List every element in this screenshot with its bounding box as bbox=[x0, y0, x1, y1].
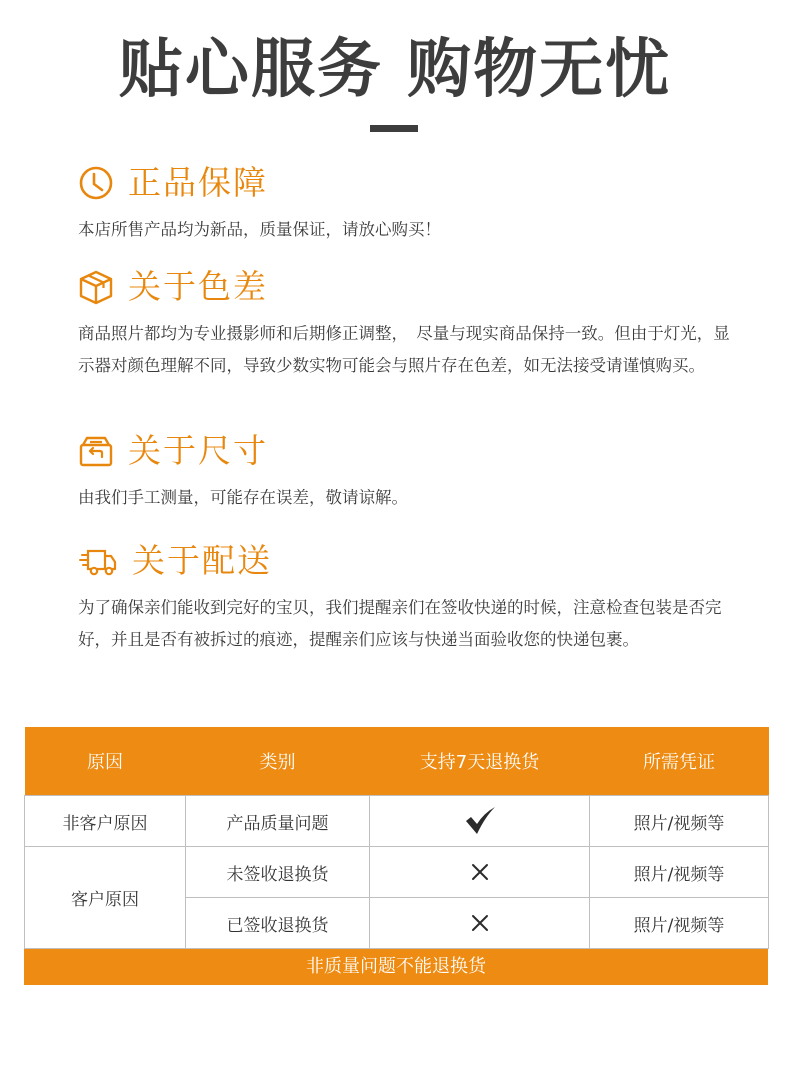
return-policy-table bbox=[24, 727, 768, 985]
column-header-required-proof: 所需凭证 bbox=[590, 727, 769, 796]
section-header bbox=[78, 266, 738, 308]
cross-mark-icon bbox=[471, 863, 489, 881]
proof-cell: 照片/视频等 bbox=[590, 898, 769, 949]
section-title: 关于色差 bbox=[128, 267, 268, 306]
table-row bbox=[25, 796, 769, 847]
section-title: 关于配送 bbox=[132, 541, 272, 580]
proof-cell: 照片/视频等 bbox=[590, 796, 769, 847]
section-authentic bbox=[78, 162, 738, 246]
category-cell: 产品质量问题 bbox=[186, 796, 370, 847]
page-title: 贴心服务 购物无忧 bbox=[118, 33, 672, 107]
category-cell: 已签收退换货 bbox=[186, 898, 370, 949]
reason-cell: 非客户原因 bbox=[25, 796, 186, 847]
section-body: 本店所售产品均为新品，质量保证，请放心购买！ bbox=[78, 220, 441, 239]
proof-cell: 照片/视频等 bbox=[590, 847, 769, 898]
box-icon bbox=[78, 269, 114, 305]
section-body: 由我们手工测量，可能存在误差，敬请谅解。 bbox=[78, 488, 408, 507]
section-header bbox=[78, 540, 738, 582]
section-color-difference bbox=[78, 266, 738, 382]
column-header-reason: 原因 bbox=[25, 727, 186, 796]
cross-mark-icon bbox=[471, 914, 489, 932]
clock-icon bbox=[78, 165, 114, 201]
section-title: 关于尺寸 bbox=[128, 431, 268, 470]
table-header-row bbox=[25, 727, 769, 796]
section-title: 正品保障 bbox=[128, 163, 268, 202]
section-header bbox=[78, 430, 738, 472]
section-body: 商品照片都均为专业摄影师和后期修正调整， 尽量与现实商品保持一致。但由于灯光，显示器对颜色理解不同，导致少数实物可能会与照片存在色差，如无法接受请谨慎购买。 bbox=[78, 324, 730, 375]
reason-cell: 客户原因 bbox=[25, 847, 186, 949]
column-header-7-day-return: 支持7天退换货 bbox=[370, 727, 590, 796]
table-footer-note: 非质量问题不能退换货 bbox=[24, 949, 768, 985]
support-cell bbox=[370, 796, 590, 847]
section-header bbox=[78, 162, 738, 204]
column-header-category: 类别 bbox=[186, 727, 370, 796]
section-size bbox=[78, 430, 738, 514]
support-cell bbox=[370, 898, 590, 949]
delivery-truck-icon bbox=[78, 543, 118, 579]
section-body: 为了确保亲们能收到完好的宝贝，我们提醒亲们在签收快递的时候，注意检查包装是否完好，并且是否有被拆过的痕迹，提醒亲们应该与快递当面验收您的快递包裹。 bbox=[78, 598, 722, 649]
table-row bbox=[25, 847, 769, 898]
category-cell: 未签收退换货 bbox=[186, 847, 370, 898]
section-delivery bbox=[78, 540, 738, 656]
support-cell bbox=[370, 847, 590, 898]
title-underline bbox=[370, 125, 418, 132]
check-mark-icon bbox=[464, 806, 496, 836]
return-box-icon bbox=[78, 433, 114, 469]
